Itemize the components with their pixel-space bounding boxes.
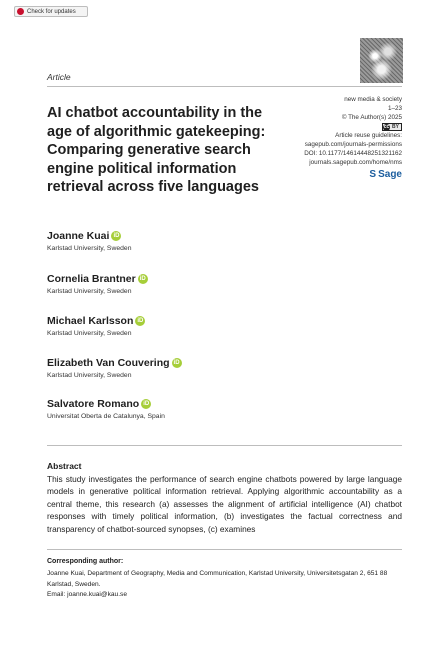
journal-link[interactable]: journals.sagepub.com/home/nms bbox=[309, 158, 402, 166]
orcid-icon[interactable]: iD bbox=[137, 318, 144, 324]
corresponding-author-heading: Corresponding author: bbox=[47, 558, 124, 565]
cc-circle-icon: cc bbox=[383, 124, 390, 130]
cc-license-label: BY bbox=[392, 124, 399, 130]
paper-title: AI chatbot accountability in the age of algorithmic gatekeeping: Comparing generative search engine political information retrieval across five languages bbox=[47, 105, 266, 195]
sage-s-icon: S bbox=[369, 168, 377, 180]
crossmark-icon bbox=[17, 8, 24, 15]
journal-meta-block bbox=[304, 96, 402, 180]
header-divider bbox=[47, 86, 402, 87]
footnote-divider bbox=[47, 549, 402, 550]
orcid-icon[interactable]: iD bbox=[113, 233, 120, 239]
copyright-line: © The Author(s) 2025 bbox=[341, 113, 402, 121]
author-affiliation: Karlstad University, Sweden bbox=[47, 288, 132, 295]
page-range: 1–23 bbox=[387, 104, 402, 112]
journal-name: new media & society bbox=[344, 96, 402, 103]
abstract-divider bbox=[47, 445, 402, 446]
abstract-text: This study investigates the performance of search engine chatbots powered by large language models in generative political information retrieval. Applying algorithmic accountability as a central theme, this research (a) assesses the alignment of artificial intelligence (AI) chatbot responses with timely political information, (b) investigates the factual correctness and transparency of chatbot-sourced synopses, (c) examines bbox=[47, 474, 402, 534]
doi-line[interactable]: DOI: 10.1177/14614448251321162 bbox=[304, 149, 402, 157]
journal-cover-image bbox=[360, 38, 403, 83]
author-entry bbox=[47, 398, 165, 420]
permissions-link[interactable]: sagepub.com/journals-permissions bbox=[304, 141, 402, 149]
author-entry bbox=[47, 315, 145, 337]
author-affiliation: Karlstad University, Sweden bbox=[47, 245, 132, 252]
reuse-guidelines-label: Article reuse guidelines: bbox=[335, 132, 402, 140]
author-entry bbox=[47, 357, 182, 379]
orcid-icon[interactable]: iD bbox=[173, 360, 180, 366]
author-name: Cornelia Brantner bbox=[47, 273, 136, 285]
author-affiliation: Karlstad University, Sweden bbox=[47, 372, 132, 379]
check-for-updates-label: Check for updates bbox=[27, 8, 76, 15]
author-name: Michael Karlsson bbox=[47, 315, 134, 327]
orcid-icon[interactable]: iD bbox=[139, 276, 146, 282]
author-name: Salvatore Romano bbox=[47, 398, 140, 410]
corresponding-author-block bbox=[47, 569, 402, 601]
author-entry bbox=[47, 273, 148, 295]
orcid-icon[interactable]: iD bbox=[143, 401, 150, 407]
author-affiliation: Karlstad University, Sweden bbox=[47, 330, 132, 337]
publisher-logo bbox=[369, 168, 402, 180]
author-name: Joanne Kuai bbox=[47, 230, 110, 242]
corresponding-author-email[interactable]: Email: joanne.kuai@kau.se bbox=[47, 591, 128, 598]
article-type-label: Article bbox=[47, 72, 71, 82]
author-affiliation: Universitat Oberta de Catalunya, Spain bbox=[47, 413, 165, 420]
author-entry bbox=[47, 230, 132, 252]
publisher-name: Sage bbox=[378, 168, 402, 180]
check-for-updates-badge[interactable] bbox=[14, 6, 88, 17]
author-name: Elizabeth Van Couvering bbox=[47, 357, 170, 369]
corresponding-author-address: Joanne Kuai, Department of Geography, Media and Communication, Karlstad University, Universitetsgatan 2, 651 88 Karlstad, Sweden. bbox=[47, 570, 388, 588]
cc-license-icon[interactable] bbox=[382, 123, 402, 131]
abstract-heading: Abstract bbox=[47, 461, 82, 471]
